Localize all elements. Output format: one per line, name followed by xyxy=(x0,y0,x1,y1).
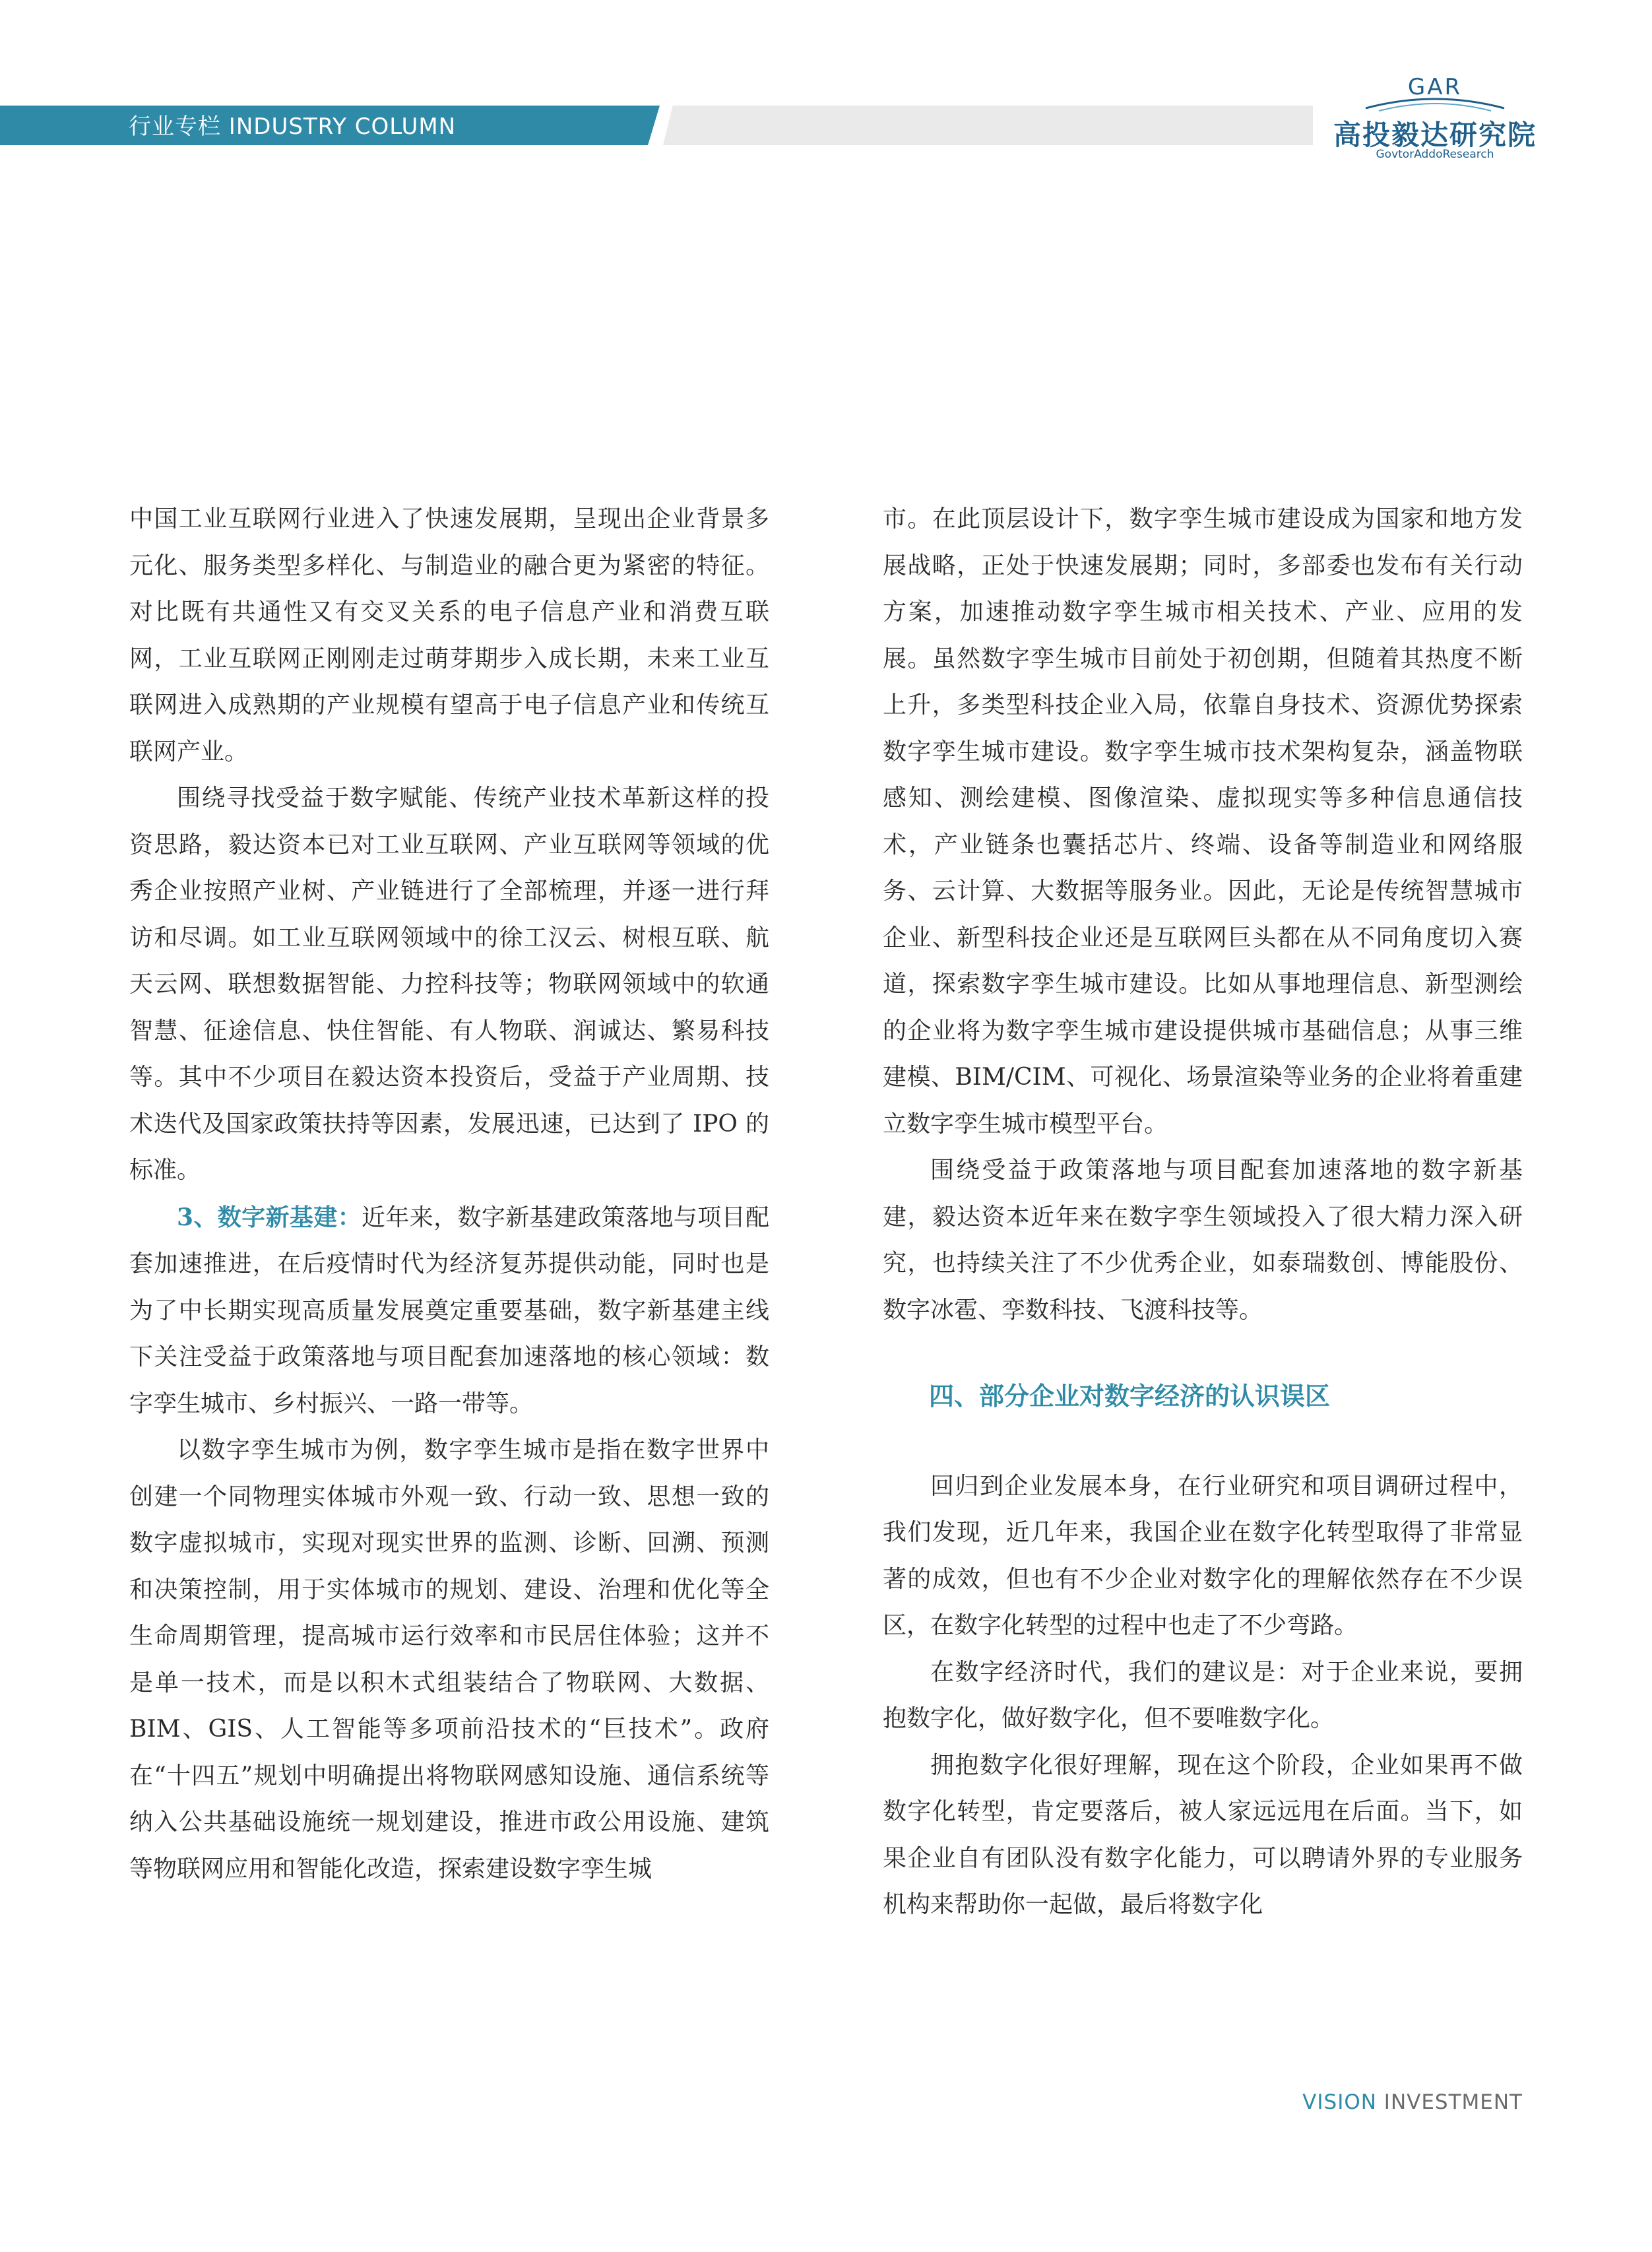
logo-english-name: GovtorAddoResearch xyxy=(1376,148,1494,161)
footer-word-vision: VISION xyxy=(1302,2090,1377,2114)
paragraph-body: 近年来，数字新基建政策落地与项目配套加速推进，在后疫情时代为经济复苏提供动能，同时也是为了中长期实现高质量发展奠定重要基础，数字新基建主线下关注受益于政策落地与项目配套加速落地的核心领域：数字孪生城市、乡村振兴、一路一带等。 xyxy=(129,1204,769,1417)
paragraph-lead: 3、数字新基建： xyxy=(177,1203,362,1231)
logo-chinese-name: 高投毅达研究院 xyxy=(1333,119,1537,151)
left-column xyxy=(129,496,769,1892)
section-heading: 四、部分企业对数字经济的认识误区 xyxy=(929,1382,1331,1411)
gar-logo xyxy=(1326,74,1544,166)
paragraph: 以数字孪生城市为例，数字孪生城市是指在数字世界中创建一个同物理实体城市外观一致、行动一致、思想一致的数字虚拟城市，实现对现实世界的监测、诊断、回溯、预测和决策控制，用于实体城市的规划、建设、治理和优化等全生命周期管理，提高城市运行效率和市民居住体验；这并不是单一技术，而是以积木式组装结合了物联网、大数据、BIM、GIS、人工智能等多项前沿技术的“巨技术”。政府在“十四五”规划中明确提出将物联网感知设施、通信系统等纳入公共基础设施统一规划建设，推进市政公用设施、建筑等物联网应用和智能化改造，探索建设数字孪生城 xyxy=(129,1436,769,1882)
paragraph: 围绕寻找受益于数字赋能、传统产业技术革新这样的投资思路，毅达资本已对工业互联网、产业互联网等领域的优秀企业按照产业树、产业链进行了全部梳理，并逐一进行拜访和尽调。如工业互联网领域中的徐工汉云、树根互联、航天云网、联想数据智能、力控科技等；物联网领域中的软通智慧、征途信息、快住智能、有人物联、润诚达、繁易科技等。其中不少项目在毅达资本投资后，受益于产业周期、技术迭代及国家政策扶持等因素，发展迅速，已达到了 IPO 的标准。 xyxy=(129,785,769,1184)
logo-swoosh-icon xyxy=(1359,94,1511,113)
paragraph: 回归到企业发展本身，在行业研究和项目调研过程中，我们发现，近几年来，我国企业在数字化转型取得了非常显著的成效，但也有不少企业对数字化的理解依然存在不少误区，在数字化转型的过程中也走了不少弯路。 xyxy=(883,1472,1523,1639)
header-band-gray xyxy=(663,106,1313,145)
paragraph-digital-infrastructure xyxy=(129,1194,769,1428)
right-column xyxy=(883,496,1523,1929)
footer-brand xyxy=(1293,2090,1523,2114)
paragraph: 市。在此顶层设计下，数字孪生城市建设成为国家和地方发展战略，正处于快速发展期；同时，多部委也发布有关行动方案，加速推动数字孪生城市相关技术、产业、应用的发展。虽然数字孪生城市目前处于初创期，但随着其热度不断上升，多类型科技企业入局，依靠自身技术、资源优势探索数字孪生城市建设。数字孪生城市技术架构复杂，涵盖物联感知、测绘建模、图像渲染、虚拟现实等多种信息通信技术，产业链条也囊括芯片、终端、设备等制造业和网络服务、云计算、大数据等服务业。因此，无论是传统智慧城市企业、新型科技企业还是互联网巨头都在从不同角度切入赛道，探索数字孪生城市建设。比如从事地理信息、新型测绘的企业将为数字孪生城市建设提供城市基础信息；从事三维建模、BIM/CIM、可视化、场景渲染等业务的企业将着重建立数字孪生城市模型平台。 xyxy=(883,505,1523,1138)
paragraph: 在数字经济时代，我们的建议是：对于企业来说，要拥抱数字化，做好数字化，但不要唯数字化。 xyxy=(883,1658,1523,1732)
footer-word-investment: INVESTMENT xyxy=(1383,2090,1523,2114)
paragraph: 拥抱数字化很好理解，现在这个阶段，企业如果再不做数字化转型，肯定要落后，被人家远远甩在后面。当下，如果企业自有团队没有数字化能力，可以聘请外界的专业服务机构来帮助你一起做，最后将数字化 xyxy=(883,1751,1523,1918)
column-label: 行业专栏 INDUSTRY COLUMN xyxy=(129,113,457,140)
logo-abbr: GAR xyxy=(1407,74,1463,100)
paragraph: 围绕受益于政策落地与项目配套加速落地的数字新基建，毅达资本近年来在数字孪生领域投入了很大精力深入研究，也持续关注了不少优秀企业，如泰瑞数创、博能股份、数字冰雹、孪数科技、飞渡科技等。 xyxy=(883,1157,1523,1324)
paragraph: 中国工业互联网行业进入了快速发展期，呈现出企业背景多元化、服务类型多样化、与制造业的融合更为紧密的特征。对比既有共通性又有交叉关系的电子信息产业和消费互联网，工业互联网正刚刚走过萌芽期步入成长期，未来工业互联网进入成熟期的产业规模有望高于电子信息产业和传统互联网产业。 xyxy=(129,505,769,765)
